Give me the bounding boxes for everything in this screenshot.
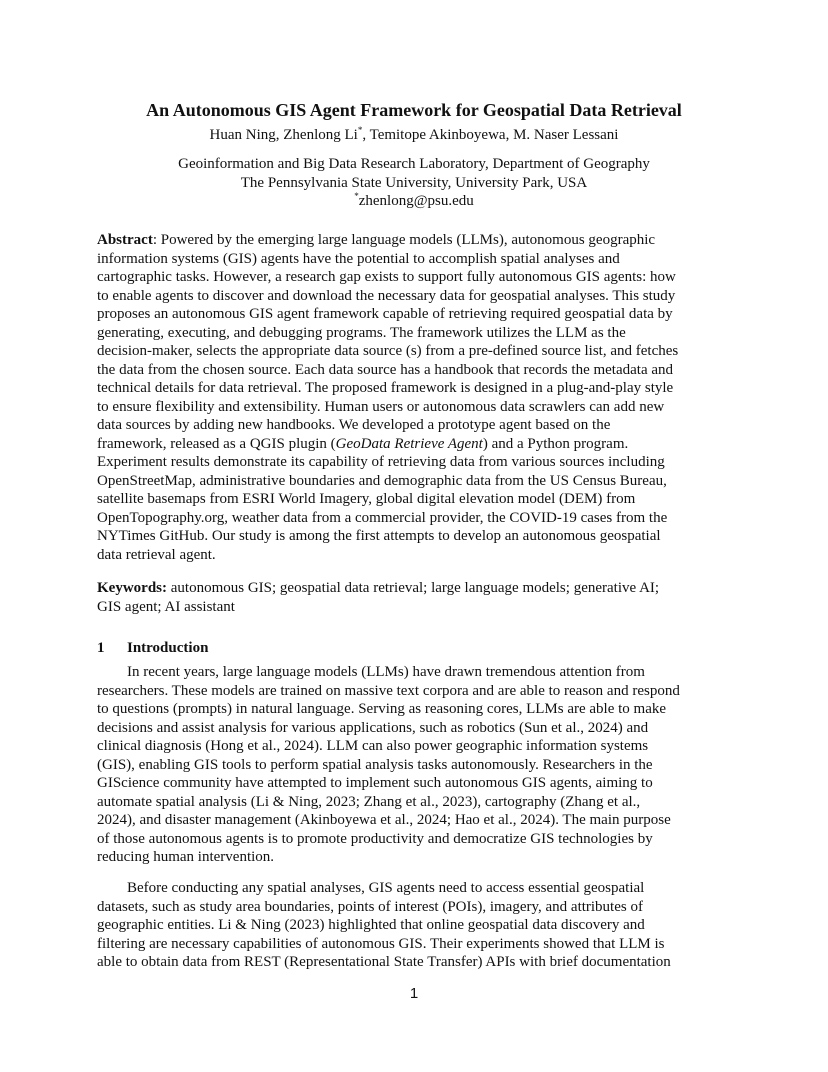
abstract-line: Abstract: Powered by the emerging large language models (LLMs), autonomous geographic — [97, 232, 656, 248]
paragraph-line: Before conducting any spatial analyses, GIS agents need to access essential geospatial — [127, 880, 645, 896]
paragraph-line: datasets, such as study area boundaries, points of interest (POIs), imagery, and attributes of — [97, 898, 643, 915]
keywords — [97, 579, 737, 616]
abstract-line: decision-maker, selects the appropriate data source (s) from a pre-defined source list, and fetches — [97, 343, 679, 359]
abstract-line: to ensure flexibility and extensibility. Human users or autonomous data scrawlers can add new — [97, 398, 665, 415]
keywords-line: GIS agent; AI assistant — [97, 598, 235, 615]
section-number: 1 — [97, 640, 105, 656]
keywords-line: Keywords: autonomous GIS; geospatial data retrieval; large language models; generative AI; — [97, 580, 660, 596]
affiliation-university: The Pennsylvania State University, University Park, USA — [240, 174, 588, 191]
paragraph-line: GIScience community have attempted to implement such autonomous GIS agents, aiming to — [97, 775, 653, 791]
email-address: zhenlong@psu.edu — [358, 193, 474, 209]
keywords-label: Keywords: — [97, 580, 167, 596]
abstract-line: generating, executing, and debugging programs. The framework utilizes the LLM as the — [97, 324, 626, 341]
authors-rest: , Temitope Akinboyewa, M. Naser Lessani — [362, 127, 619, 143]
section-heading — [97, 639, 208, 658]
paragraph-line: reducing human intervention. — [97, 849, 275, 865]
paragraph-line: decisions and assist analysis for various applications, such as robotics (Sun et al., 2024) and — [97, 719, 649, 736]
paragraph-line: clinical diagnosis (Hong et al., 2024). LLM can also power geographic information systems — [97, 738, 649, 754]
paragraph-line: automate spatial analysis (Li & Ning, 2023; Zhang et al., 2023), cartography (Zhang et al., — [97, 793, 641, 810]
section-title: Introduction — [127, 640, 209, 656]
paragraph-line: geographic entities. Li & Ning (2023) highlighted that online geospatial data discovery and — [97, 917, 645, 933]
paragraph-line: (GIS), enabling GIS tools to perform spatial analysis tasks autonomously. Researchers in the — [97, 756, 653, 773]
abstract-line: data retrieval agent. — [97, 546, 216, 563]
intro-paragraph-1 — [97, 663, 737, 867]
paragraph-line: of those autonomous agents is to promote productivity and democratize GIS technologies by — [97, 830, 653, 847]
affiliation — [97, 155, 731, 211]
page-number: 1 — [409, 985, 419, 1002]
abstract-line: the data from the chosen source. Each data source has a handbook that records the metadata and — [97, 361, 674, 378]
abstract-line: OpenStreetMap, administrative boundaries and demographic data from the US Census Bureau, — [97, 472, 667, 489]
abstract-line: proposes an autonomous GIS agent framework capable of retrieving required geospatial data by — [97, 306, 673, 322]
corresponding-mark: * — [357, 125, 363, 135]
abstract-line: NYTimes GitHub. Our study is among the first attempts to develop an autonomous geospatial — [97, 528, 661, 544]
paragraph-line: In recent years, large language models (LLMs) have drawn tremendous attention from — [127, 664, 645, 680]
abstract-line: OpenTopography.org, weather data from a commercial provider, the COVID-19 cases from the — [97, 509, 668, 526]
abstract-line: satellite basemaps from ESRI World Imagery, global digital elevation model (DEM) from — [97, 491, 636, 507]
abstract-line: framework, released as a QGIS plugin (GeoData Retrieve Agent) and a Python program. — [97, 435, 629, 452]
intro-paragraph-2 — [97, 879, 737, 972]
abstract — [97, 231, 737, 564]
abstract-line: technical details for data retrieval. The proposed framework is designed in a plug-and-play style — [97, 380, 674, 396]
paragraph-line: researchers. These models are trained on massive text corpora and are able to reason and respond — [97, 682, 680, 699]
abstract-line: to enable agents to discover and download the necessary data for geospatial analyses. This study — [97, 287, 676, 304]
contact-email — [97, 192, 731, 211]
paragraph-line: 2024), and disaster management (Akinboyewa et al., 2024; Hao et al., 2024). The main purpose — [97, 812, 671, 828]
authors-first: Huan Ning, Zhenlong Li — [209, 127, 358, 143]
abstract-line: data sources by adding new handbooks. We developed a prototype agent based on the — [97, 417, 611, 433]
author-list — [97, 126, 731, 145]
email-mark: * — [354, 191, 359, 201]
affiliation-lab: Geoinformation and Big Data Research Laboratory, Department of Geography — [178, 156, 650, 172]
paper-title: An Autonomous GIS Agent Framework for Geospatial Data Retrieval — [146, 100, 682, 120]
paragraph-line: filtering are necessary capabilities of autonomous GIS. Their experiments showed that LLM is — [97, 935, 665, 952]
abstract-line: information systems (GIS) agents have the potential to accomplish spatial analyses and — [97, 250, 620, 267]
paragraph-line: able to obtain data from REST (Representational State Transfer) APIs with brief documentation — [97, 954, 671, 970]
plugin-name: GeoData Retrieve Agent — [335, 435, 483, 452]
abstract-line: Experiment results demonstrate its capability of retrieving data from various sources including — [97, 454, 665, 470]
abstract-line: cartographic tasks. However, a research gap exists to support fully autonomous GIS agents: how — [97, 269, 676, 285]
paragraph-line: to questions (prompts) in natural language. Serving as reasoning cores, LLMs are able to make — [97, 701, 667, 717]
abstract-label: Abstract — [97, 232, 153, 248]
